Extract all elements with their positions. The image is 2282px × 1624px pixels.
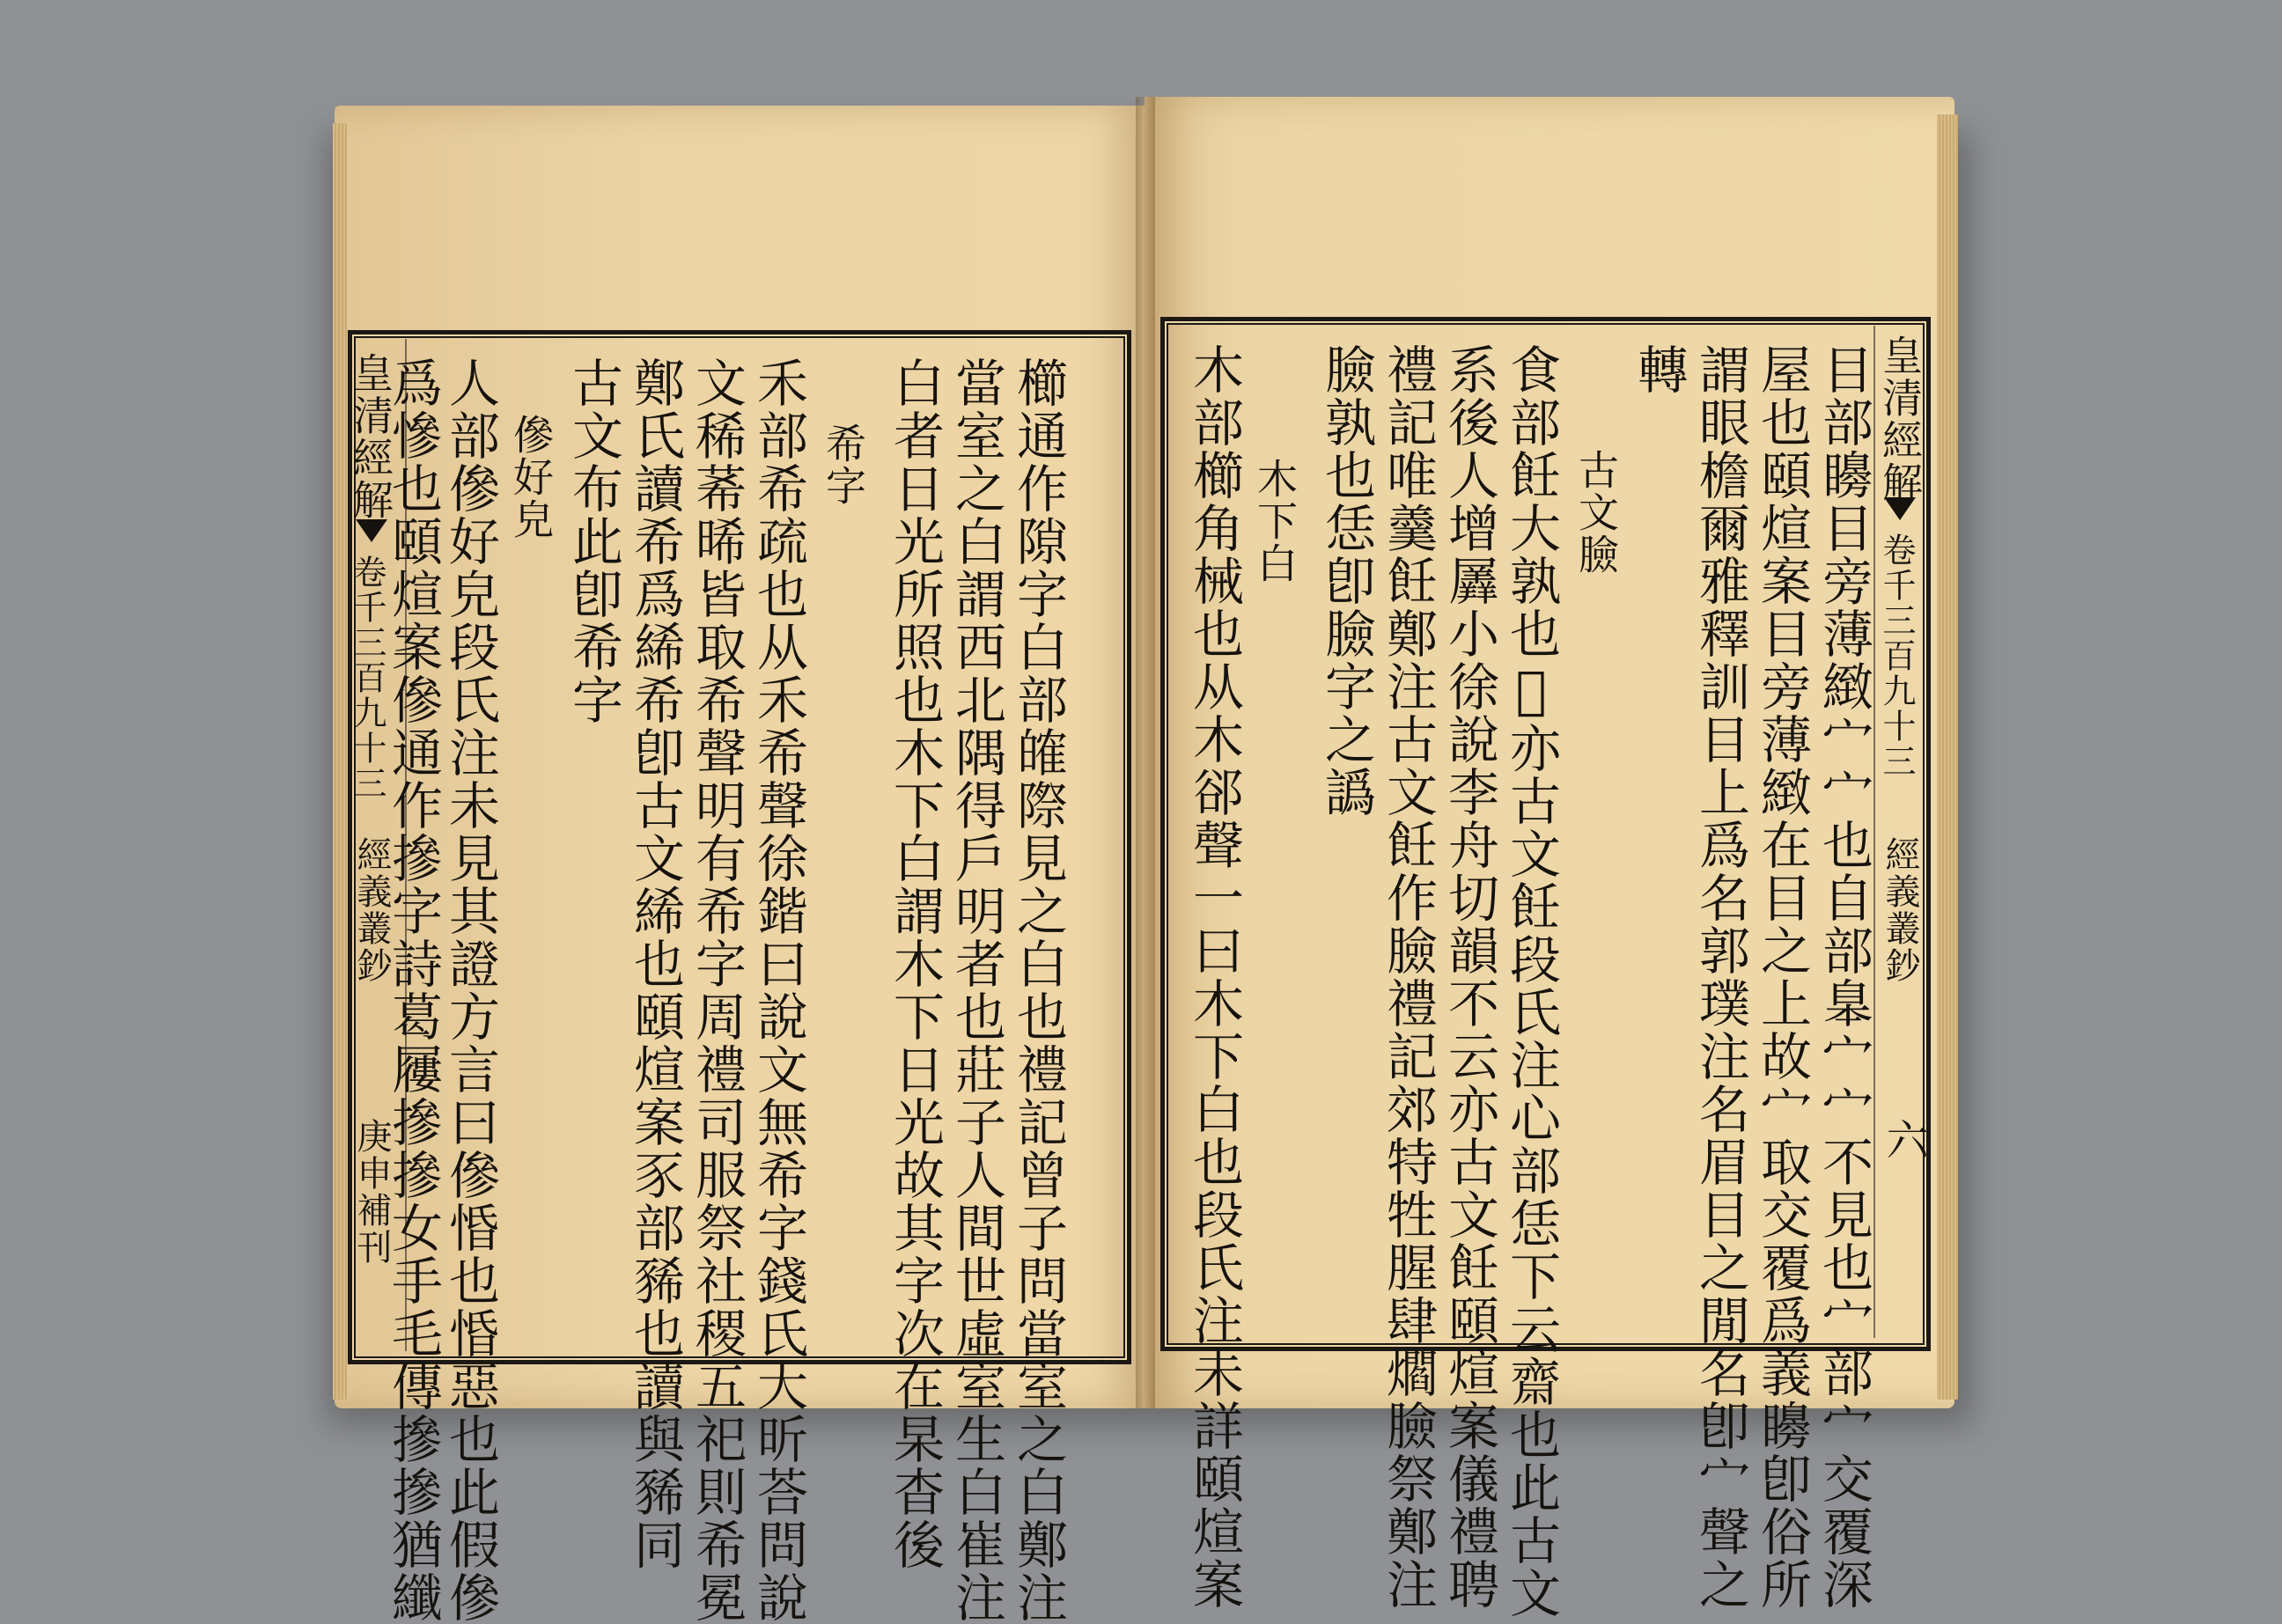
margin-collection: 經義叢鈔 (351, 836, 392, 984)
margin-print-note: 庚申補刊 (351, 1118, 392, 1266)
text-column-7: 禾部希疏也从禾希聲徐鍇曰說文無希字錢氏大昕荅問說 (748, 356, 808, 1624)
margin-volume: 卷千三百九十三 (1877, 533, 1916, 779)
margin-collection: 經義叢鈔 (1880, 836, 1920, 984)
margin-title: 皇清經解 (347, 352, 394, 521)
column-rule (1873, 326, 1875, 1338)
text-column-5: 鄭氏讀希爲絺希卽古文絺也頤煊案豕部豨也讀與豨同 (625, 356, 685, 1571)
text-column-5: 系後人增羼小徐說李舟切韻不云亦古文飪頤煊案儀禮聘 (1439, 343, 1499, 1611)
text-heading: 木下白 (1251, 458, 1299, 584)
fish-tail-icon (1884, 497, 1916, 520)
text-column-10: 屋也頤煊案目旁薄緻在目之上故宀取交覆爲義矏卽俗所 (1752, 343, 1812, 1611)
left-page-edges (333, 123, 347, 1400)
leaf-number: 六 (1879, 1118, 1928, 1162)
book-gutter (1136, 97, 1155, 1408)
text-column-8: 轉 (1629, 343, 1689, 396)
text-heading: 傪好皃 (507, 414, 555, 540)
margin-title: 皇清經解 (1876, 334, 1924, 503)
text-column-6: 文稀莃晞皆取希聲明有希字周禮司服祭社稷五祀則希冕 (687, 356, 747, 1624)
text-column-3: 臉孰也恁卽臉字之譌 (1316, 343, 1376, 819)
text-column-10: 當室之白謂西北隅得戶明者也莊子人間世虛室生白崔注 (946, 356, 1006, 1624)
text-column-9: 謂眼檐爾雅釋訓目上爲名郭璞注名眉目之閒名卽宀聲之 (1690, 343, 1750, 1611)
text-heading: 古文臉 (1572, 449, 1620, 576)
text-heading: 希字 (820, 423, 867, 507)
text-column-4: 禮記唯羹飪鄭注古文飪作臉禮記郊特牲腥肆爓臉祭鄭注 (1378, 343, 1438, 1611)
text-column-11: 目部矏目旁薄緻宀宀也自部𦤎宀宀不見也宀部宀交覆深 (1814, 343, 1873, 1611)
text-column-1: 人部傪好皃段氏注未見其證方言曰傪惛也惛惡也此假傪 (440, 356, 500, 1624)
text-column-4: 古文布此卽希字 (563, 356, 623, 726)
text-column-1: 木部櫛角械也从木郤聲一曰木下白也段氏注未詳頤煊案 (1184, 343, 1244, 1611)
text-column-2: 爲慘也頤煊案傪通作摻字詩葛屨摻摻女手毛傳摻摻猶纖 (383, 356, 443, 1624)
text-column-6: 食部飪大孰也𩛙亦古文飪段氏注心部恁下云齋也此古文 (1501, 343, 1561, 1620)
text-column-9: 白者日光所照也木下白謂木下日光故其字次在杲杳後 (885, 356, 945, 1571)
text-column-11: 櫛通作隙字白部㿥際見之白也禮記曾子問當室之白鄭注 (1008, 356, 1068, 1624)
margin-volume: 卷千三百九十三 (348, 555, 386, 801)
right-page-edges (1937, 114, 1958, 1400)
